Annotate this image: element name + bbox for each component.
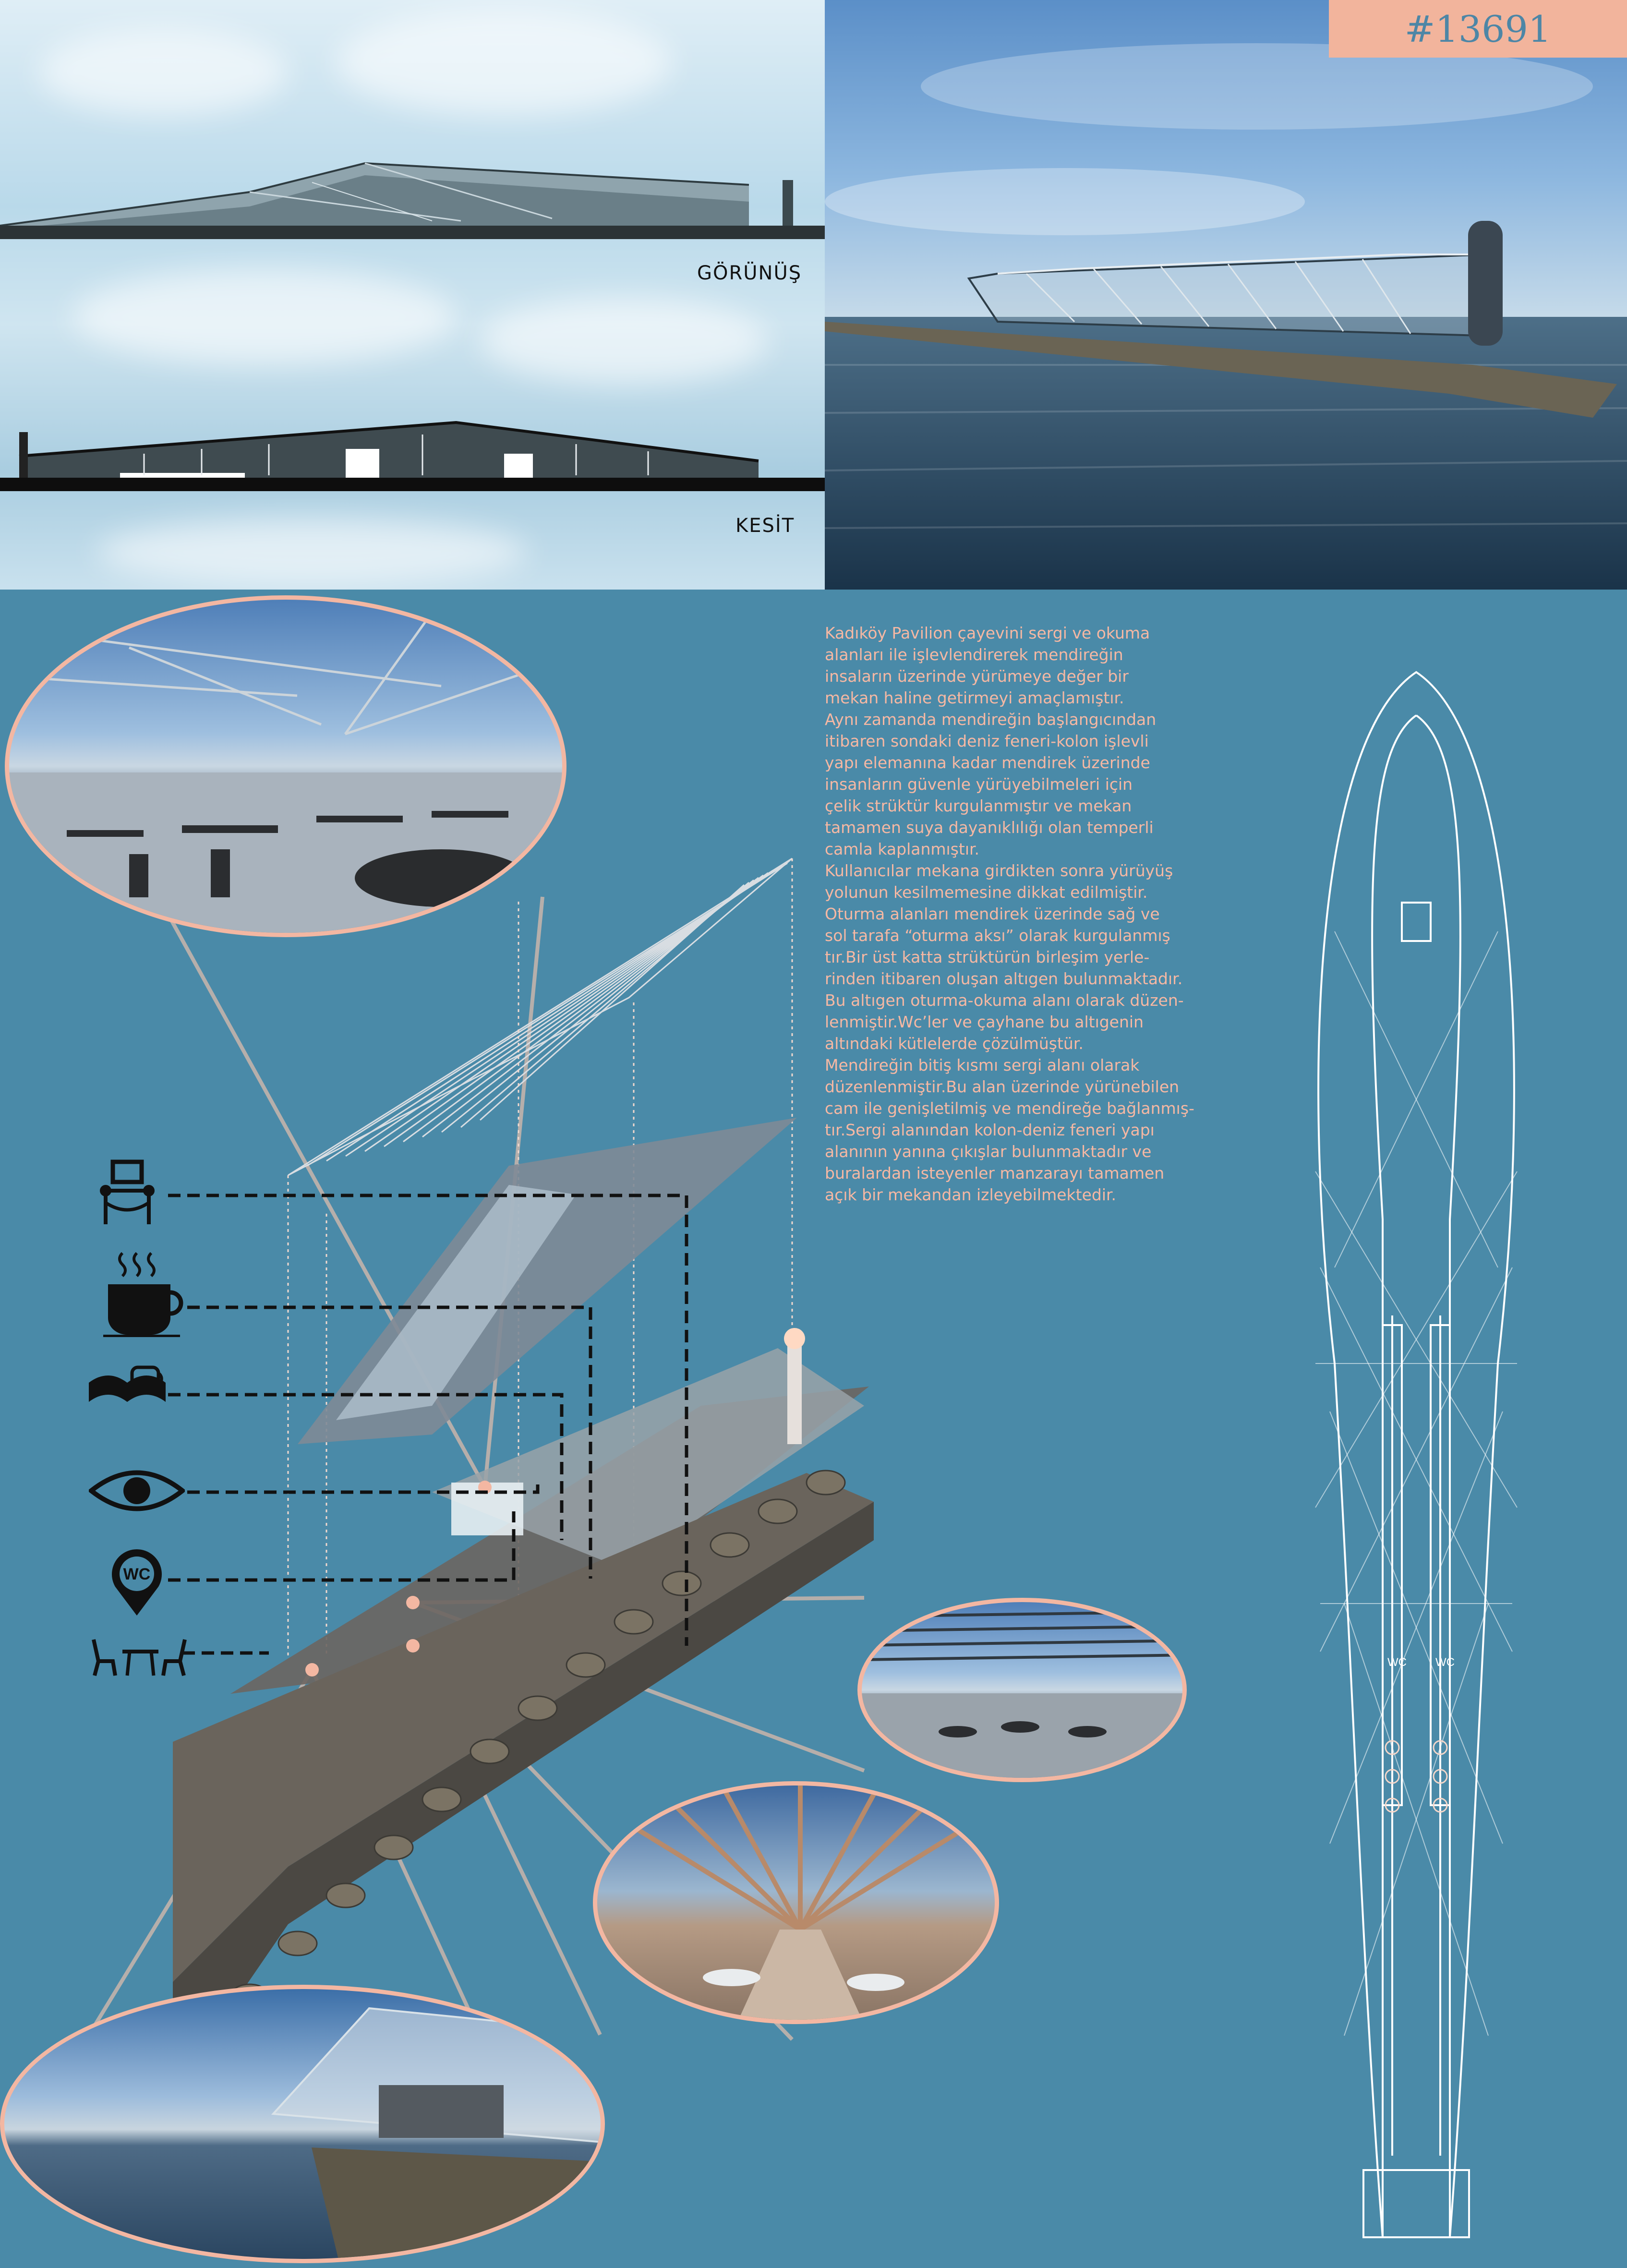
exhibition-icon (86, 1157, 168, 1234)
plan-wc-left: WC (1387, 1656, 1407, 1669)
lens-interior-seating (5, 595, 566, 937)
section-caption: KESİT (735, 515, 795, 537)
wc-pin-label: WC (123, 1565, 151, 1583)
project-tag: #13691 (1329, 0, 1627, 58)
elevation-drawing (0, 0, 825, 590)
reading-icon (86, 1359, 178, 1407)
wc-pin-icon (108, 1546, 166, 1618)
lens-walkway (593, 1781, 999, 2024)
coffee-cup-icon (103, 1248, 185, 1337)
elevation-caption: GÖRÜNÜŞ (697, 262, 802, 284)
seating-icon (89, 1635, 190, 1678)
lighthouse-column (787, 1339, 802, 1444)
render-illustration (825, 0, 1627, 590)
lens-terrace-view (857, 1598, 1187, 1782)
lens-exterior-view (0, 1985, 605, 2263)
elevation-section-panel (0, 0, 825, 590)
pavilion-render (825, 0, 1627, 590)
elevation-view (0, 163, 825, 239)
eye-icon (89, 1464, 185, 1517)
site-plan (1248, 643, 1584, 2268)
section-view (0, 422, 825, 491)
project-description: Kadıköy Pavilion çayevini sergi ve okuma alanları ile işlevlendirerek mendireğin insaların üzerinde yürümeye değer bir mekan haline getirmeyi amaçlamıştır. Aynı zamanda mendireğin başlangıcından itibaren sondaki deniz feneri-kolon işlevli yapı elemanına kadar mendirek üzerinde insanların güvenle yürüyebilmeleri için çelik strüktür kurgulanmıştır ve mekan tamamen suya dayanıklılığı olan temperli camla kaplanmıştır. Kullanıcılar mekana girdikten sonra yürüyüş yolunun kesilmemesine dikkat edilmiştir. Oturma alanları mendirek üzerinde sağ ve sol tarafa “oturma aksı” olarak kurgulanmış tır.Bir üst katta strüktürün birleşim yerle- rinden itibaren oluşan altıgen bulunmaktadır. Bu altıgen oturma-okuma alanı olarak düzen- lenmiştir.Wc’ler ve çayhane bu altıgenin altındaki kütlelerde çözülmüştür. Mendireğin bitiş kısmı sergi alanı olarak düzenlenmiştir.Bu alan üzerinde yürünebilen cam ile genişletilmiş ve mendireğe bağlanmış- tır.Sergi alanından kolon-deniz feneri yapı alanının yanına çıkışlar bulunmaktadır ve buralardan isteyenler manzarayı tamamen açık bir mekandan izleyebilmektedir. (825, 624, 1194, 1204)
plan-wc-right: WC (1435, 1656, 1455, 1669)
